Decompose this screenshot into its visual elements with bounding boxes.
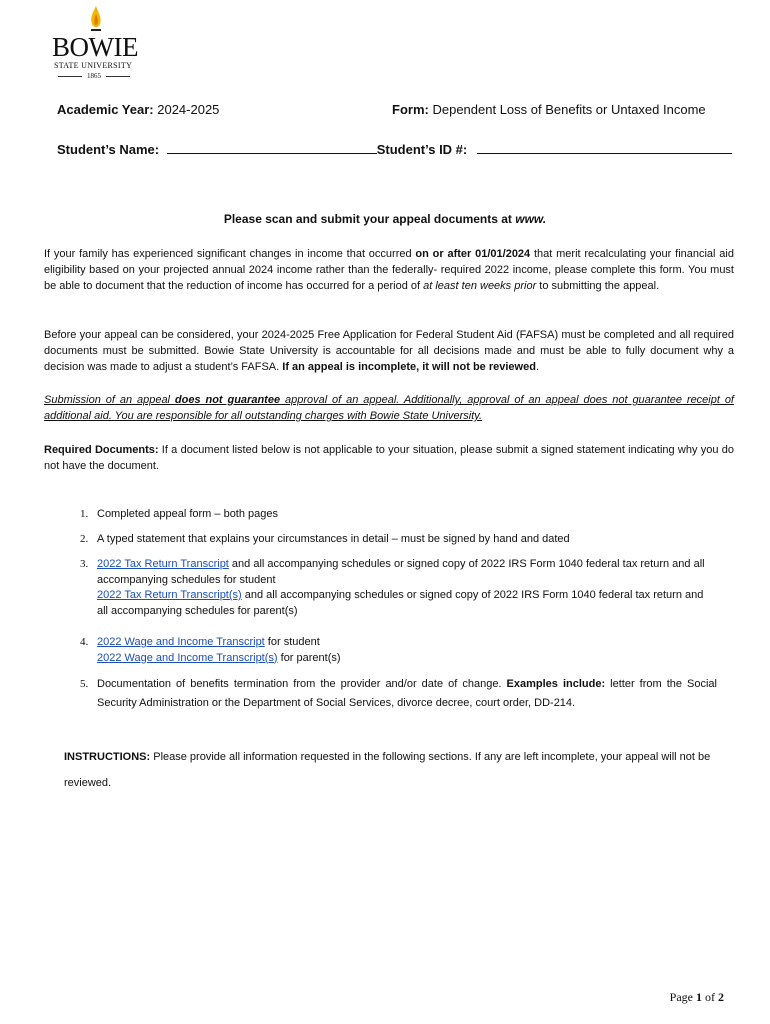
student-info-row	[57, 141, 732, 157]
form-type	[392, 102, 706, 117]
paragraph-fafsa: Before your appeal can be considered, your 2024-2025 Free Application for Federal Student Aid (FAFSA) must be completed and all required documents must be submitted. Bowie State University is accountable for all decisions made and must be able to fully document why a decision was made to adjust a student’s FAFSA. If an appeal is incomplete, it will not be reviewed.	[44, 329, 734, 373]
submission-instruction: Please scan and submit your appeal documents at www.	[223, 212, 547, 226]
academic-year	[57, 102, 219, 117]
academic-year-value: 2024-2025	[157, 102, 220, 117]
wage-transcript-student-link[interactable]: 2022 Wage and Income Transcript	[97, 636, 265, 648]
logo-subtitle: STATE UNIVERSITY	[54, 61, 133, 70]
tax-transcript-student-link[interactable]: 2022 Tax Return Transcript	[97, 558, 229, 570]
logo-wordmark: BOWIE	[52, 32, 138, 62]
instructions-paragraph: INSTRUCTIONS: Please provide all information requested in the following sections. If any are left incomplete, your appeal will not be reviewed.	[64, 751, 711, 789]
student-name-field[interactable]	[167, 141, 377, 154]
student-name-label: Student’s Name:	[57, 142, 160, 157]
university-logo	[52, 6, 142, 82]
paragraph-eligibility: If your family has experienced significant changes in income that occurred on or after 01/01/2024 that merit recalculating your financial aid eligibility based on your projected annual 2024 income rather than the federally- required 2022 income, please complete this form. You must be able to document that the reduction of income has occurred for a period of at least ten weeks prior to submitting the appeal.	[44, 248, 734, 292]
paragraph-disclaimer: Submission of an appeal does not guarantee approval of an appeal. Additionally, approval of an appeal does not guarantee receipt of additional aid. You are responsible for all outstanding charges with Bowie State University.	[44, 394, 734, 422]
student-id-field[interactable]	[477, 141, 732, 154]
student-id-label: Student’s ID #:	[376, 142, 468, 157]
tax-transcript-parent-link[interactable]: 2022 Tax Return Transcript(s)	[97, 589, 242, 601]
form-value: Dependent Loss of Benefits or Untaxed Income	[432, 102, 706, 117]
page-number: Page 1 of 2	[669, 990, 724, 1004]
academic-year-label: Academic Year:	[57, 102, 154, 117]
logo-year: 1865	[52, 72, 136, 80]
paragraph-required-documents: Required Documents: If a document listed below is not applicable to your situation, please submit a signed statement indicating why you do not have the document.	[44, 444, 734, 472]
form-label: Form:	[392, 102, 429, 117]
wage-transcript-parent-link[interactable]: 2022 Wage and Income Transcript(s)	[97, 651, 278, 664]
